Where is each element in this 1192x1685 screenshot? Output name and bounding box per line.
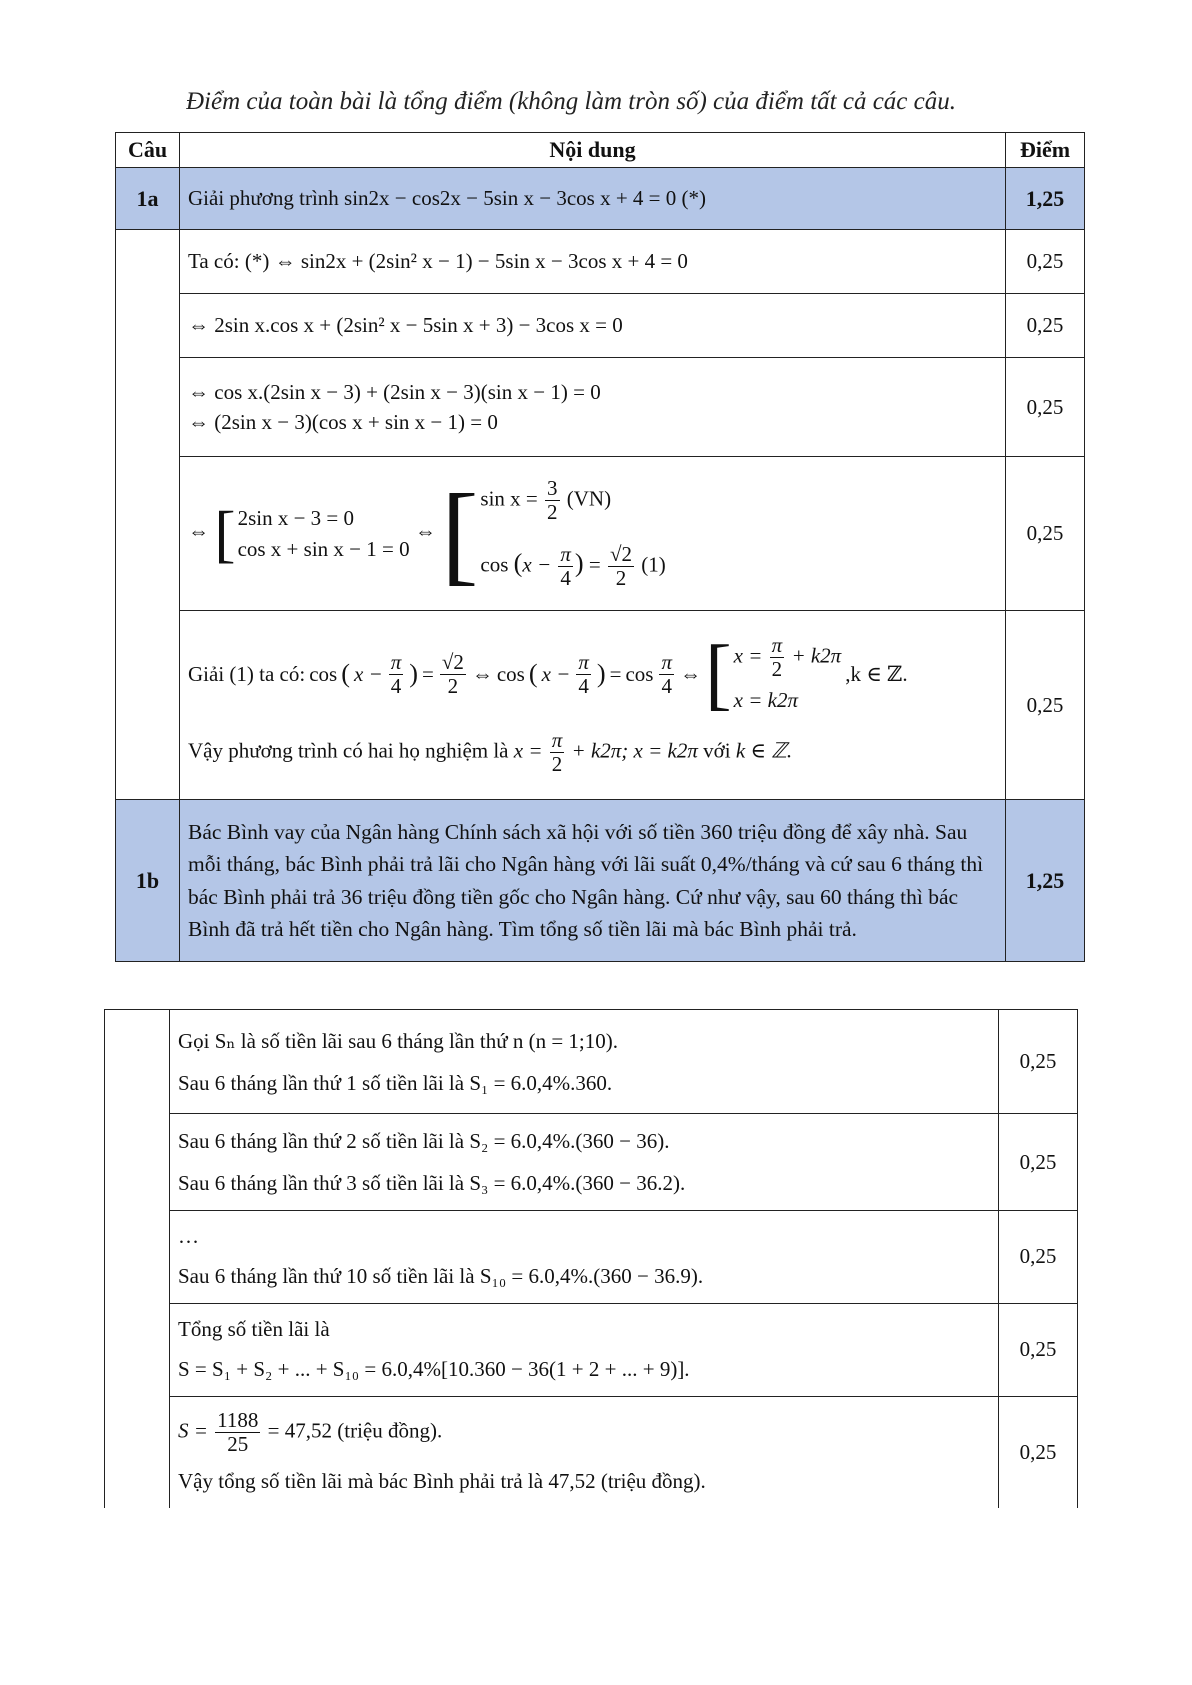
step-row: [105, 1211, 1078, 1304]
step-row: [116, 294, 1085, 358]
step-line: ⇔ (2sin x − 3)(cos x + sin x − 1) = 0: [188, 410, 498, 434]
step-text: Tổng số tiền lãi là S = S₁ + S₂ + ... + S₁₀ = 6.0,4%[10.360 − 36(1 + 2 + ... + 9)].: [170, 1303, 999, 1396]
step-text: S = $\frac{1188}{25}$ = 47,52 (triệu đồng). Vậy tổng số tiền lãi mà bác Bình phải trả là 47,52 (triệu đồng).: [170, 1396, 999, 1508]
step-row: [116, 230, 1085, 294]
step-row: [105, 1303, 1078, 1396]
answer-table-part1: [115, 132, 1085, 962]
step-points: 0,25: [1006, 230, 1085, 294]
step-points: 0,25: [999, 1114, 1078, 1211]
header-noi-dung: Nội dung: [180, 133, 1006, 168]
system-line: cos (x − $\frac{\pi}{4}$ ) = $\frac{√2}{2}$ (1): [480, 541, 666, 590]
step-row: [105, 1010, 1078, 1114]
result-line: S = $\frac{1188}{25}$ = 47,52 (triệu đồng).: [178, 1407, 443, 1456]
bracket-icon: [: [441, 471, 479, 596]
empty-label-cell: [116, 230, 180, 800]
step-points: 0,25: [999, 1010, 1078, 1114]
step-text: Gọi Sₙ là số tiền lãi sau 6 tháng lần thứ n (n = 1;10). Sau 6 tháng lần thứ 1 số tiền lãi là S₁ = 6.0,4%.360.: [170, 1010, 999, 1114]
header-diem: Điểm: [1006, 133, 1085, 168]
step-row: [105, 1114, 1078, 1211]
step-points: 0,25: [1006, 457, 1085, 611]
step-text: [180, 358, 1006, 457]
bracket-icon: [: [705, 630, 732, 719]
question-label: 1a: [116, 168, 180, 230]
system-line: 2sin x − 3 = 0: [237, 506, 355, 531]
step-points: 0,25: [1006, 294, 1085, 358]
table-header-row: [116, 133, 1085, 168]
system-1: [214, 497, 410, 569]
iff-symbol: ⇔: [414, 519, 436, 544]
step-system: [180, 457, 1006, 611]
step-points: 0,25: [999, 1211, 1078, 1304]
step-solution: [180, 611, 1006, 800]
step-row: [116, 457, 1085, 611]
question-label: 1b: [116, 800, 180, 962]
question-1a-row: [116, 168, 1085, 230]
step-points: 0,25: [1006, 611, 1085, 800]
question-points: 1,25: [1006, 800, 1085, 962]
step-row: [116, 358, 1085, 457]
step-text: Ta có: (*) ⇔ sin2x + (2sin² x − 1) − 5sin x − 3cos x + 4 = 0: [180, 230, 1006, 294]
question-1b-row: [116, 800, 1085, 962]
question-prompt: Bác Bình vay của Ngân hàng Chính sách xã hội với số tiền 360 triệu đồng để xây nhà. Sau mỗi tháng, bác Bình phải trả lãi cho Ngân hàng với lãi suất 0,4%/tháng và cứ sau 6 tháng thì bác Bình phải trả 36 triệu đồng tiền gốc cho Ngân hàng. Cứ như vậy, sau 60 tháng thì bác Bình đã trả hết tiền cho Ngân hàng. Tìm tổng số tiền lãi mà bác Bình phải trả.: [180, 800, 1006, 962]
question-prompt: Giải phương trình sin2x − cos2x − 5sin x − 3cos x + 4 = 0 (*): [180, 168, 1006, 230]
step-points: 0,25: [1006, 358, 1085, 457]
step-row: [105, 1396, 1078, 1508]
step-text: ⇔ 2sin x.cos x + (2sin² x − 5sin x + 3) − 3cos x = 0: [180, 294, 1006, 358]
system-2: [441, 471, 666, 596]
cut-off-header-text: Điểm của toàn bài là tổng điểm (không làm tròn số) của điểm tất cả các câu.: [186, 88, 956, 115]
bracket-icon: [: [214, 497, 236, 569]
step-text: Sau 6 tháng lần thứ 2 số tiền lãi là S₂ = 6.0,4%.(360 − 36). Sau 6 tháng lần thứ 3 số tiền lãi là S₃ = 6.0,4%.(360 − 36.2).: [170, 1114, 999, 1211]
step-line: ⇔ cos x.(2sin x − 3) + (2sin x − 3)(sin x − 1) = 0: [188, 379, 601, 404]
empty-label-cell: [105, 1010, 170, 1509]
conclusion-line: Vậy phương trình có hai họ nghiệm là x = $\frac{\pi}{2}$ + k2π; x = k2π với k ∈ ℤ.: [188, 728, 793, 777]
solution-system: [ x = $\frac{\pi}{2}$ + k2π x = k2π: [705, 630, 842, 719]
step-row: [116, 611, 1085, 800]
question-points: 1,25: [1006, 168, 1085, 230]
header-cau: Câu: [116, 133, 180, 168]
step-text: … Sau 6 tháng lần thứ 10 số tiền lãi là S₁₀ = 6.0,4%.(360 − 36.9).: [170, 1211, 999, 1304]
iff-symbol: ⇔: [188, 519, 209, 544]
answer-table-part2: [104, 1009, 1078, 1508]
step-points: 0,25: [999, 1303, 1078, 1396]
solution-line: Giải (1) ta có: cos ( x − $\frac{\pi}{4}$ ) = $\frac{√2}{2}$ ⇔ cos ( x − $\frac{\pi}{4}$ ) = cos $\frac{\pi}{4}$ ⇔ [ x = $\frac{\pi}{2}$ + k2π x = k2π ,k ∈ ℤ.: [188, 630, 908, 719]
system-line: cos x + sin x − 1 = 0: [237, 536, 410, 561]
step-points: 0,25: [999, 1396, 1078, 1508]
system-line: sin x = $\frac{3}{2}$ (VN): [480, 476, 612, 525]
